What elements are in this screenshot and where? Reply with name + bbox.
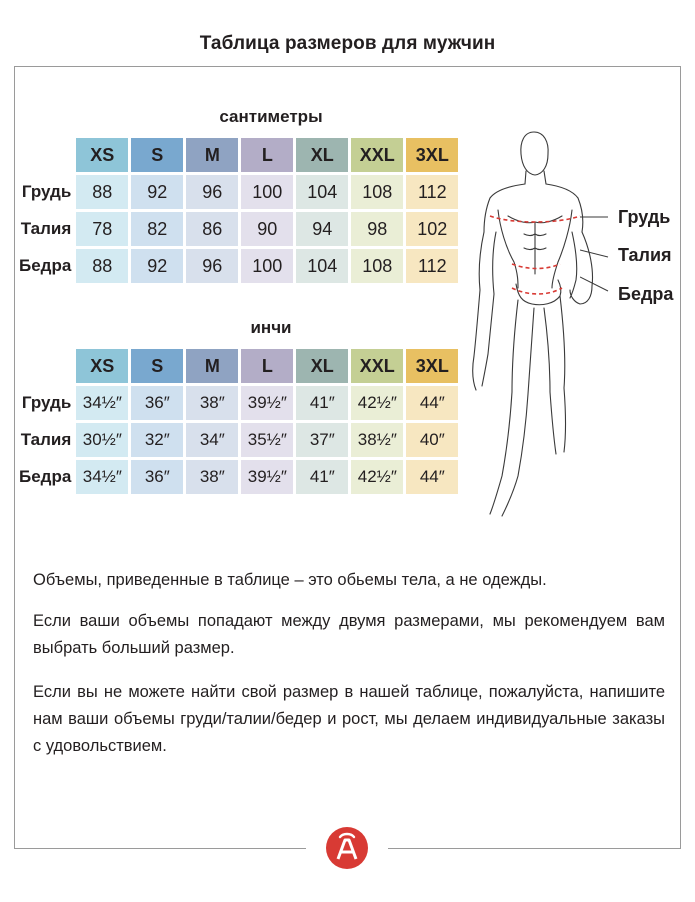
table-cell: 98 [351,212,403,246]
figure-head [521,132,548,175]
frame-top-border [14,66,681,67]
frame-left-border [14,66,15,849]
table-cell: 102 [406,212,458,246]
centimeters-table [16,135,476,286]
chest-measure-line [490,216,580,222]
row-label-waist: Талия [20,430,72,449]
figure-hips [516,280,561,305]
size-header-l: L [241,138,293,172]
table-cell: 42½″ [351,386,403,420]
table-cell: 96 [186,249,238,283]
table-row [19,423,458,457]
size-header-s: S [131,349,183,383]
table-cell: 44″ [406,386,458,420]
hips-measure-line [512,288,562,294]
size-header-row [19,349,458,383]
table-cell: 37″ [296,423,348,457]
size-header-row [19,138,458,172]
brand-logo-icon [325,826,369,870]
note-paragraph: Если вы не можете найти свой размер в нашей таблице, пожалуйста, напишите нам ваши объемы груди/талии/бедер и рост, мы делаем индивидуальные заказы с удовольствием. [33,683,665,755]
table-cell: 38″ [186,386,238,420]
body-figure-illustration [462,124,614,520]
figure-chest-detail [508,216,562,274]
figure-neck [525,171,546,184]
table-cell: 112 [406,249,458,283]
table-cell: 35½″ [241,423,293,457]
centimeters-label: сантиметры [219,107,323,126]
frame-bottom-right-border [388,848,681,849]
size-header-xxl: XXL [351,138,403,172]
figure-label-waist: Талия [618,245,672,265]
table-cell: 108 [351,249,403,283]
figure-torso [484,184,583,288]
table-cell: 88 [76,249,128,283]
table-cell: 41″ [296,386,348,420]
table-cell: 36″ [131,460,183,494]
size-header-xs: XS [76,349,128,383]
table-cell: 100 [241,175,293,209]
size-header-xl: XL [296,138,348,172]
inches-table [16,346,476,497]
size-header-xxl: XXL [351,349,403,383]
size-header-l: L [241,349,293,383]
table-cell: 39½″ [241,386,293,420]
note-paragraph: Объемы, приведенные в таблице – это обьемы тела, а не одежды. [33,571,547,589]
table-cell: 38½″ [351,423,403,457]
page-title: Таблица размеров для мужчин [199,33,496,54]
table-cell: 36″ [131,386,183,420]
table-cell: 34″ [186,423,238,457]
table-cell: 44″ [406,460,458,494]
size-header-s: S [131,138,183,172]
measure-leader-lines [580,205,610,295]
table-cell: 38″ [186,460,238,494]
figure-right-leg [544,296,566,454]
frame-bottom-left-border [14,848,306,849]
table-row [19,249,458,283]
row-label-chest: Грудь [21,182,72,201]
size-header-3xl: 3XL [406,349,458,383]
table-cell: 34½″ [76,386,128,420]
figure-left-arm [473,232,496,390]
row-label-chest: Грудь [21,393,72,412]
table-cell: 104 [296,175,348,209]
table-cell: 32″ [131,423,183,457]
table-cell: 96 [186,175,238,209]
table-cell: 92 [131,249,183,283]
table-cell: 104 [296,249,348,283]
size-header-m: M [186,138,238,172]
frame-right-border [680,66,681,849]
size-header-xl: XL [296,349,348,383]
figure-label-hips: Бедра [618,284,674,304]
figure-label-chest: Грудь [618,207,671,227]
size-header-3xl: 3XL [406,138,458,172]
table-cell: 90 [241,212,293,246]
table-cell: 112 [406,175,458,209]
inches-label: инчи [250,318,292,337]
row-label-hips: Бедра [19,256,72,275]
table-cell: 78 [76,212,128,246]
table-cell: 34½″ [76,460,128,494]
table-row [19,460,458,494]
table-cell: 88 [76,175,128,209]
table-row [19,212,458,246]
table-cell: 108 [351,175,403,209]
table-cell: 30½″ [76,423,128,457]
figure-left-leg [490,300,534,516]
table-row [19,175,458,209]
table-row [19,386,458,420]
table-cell: 41″ [296,460,348,494]
size-header-xs: XS [76,138,128,172]
note-paragraph: Если ваши объемы попадают между двумя размерами, мы рекомендуем вам выбрать больший размер. [33,612,665,657]
table-cell: 40″ [406,423,458,457]
table-cell: 42½″ [351,460,403,494]
table-cell: 94 [296,212,348,246]
table-cell: 100 [241,249,293,283]
size-header-m: M [186,349,238,383]
waist-measure-line [512,264,560,269]
table-cell: 86 [186,212,238,246]
table-cell: 92 [131,175,183,209]
table-cell: 82 [131,212,183,246]
row-label-waist: Талия [20,219,72,238]
row-label-hips: Бедра [19,467,72,486]
table-cell: 39½″ [241,460,293,494]
